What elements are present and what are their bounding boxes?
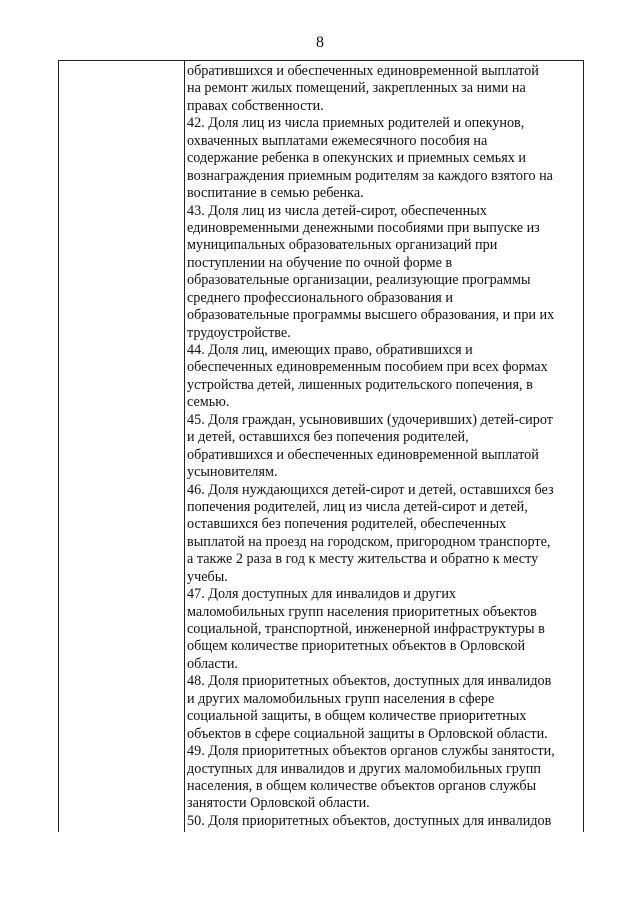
text-line: социальной, транспортной, инженерной инфраструктуры в [187,621,545,637]
text-line: выплатой на проезд на городском, пригородном транспорте, [187,533,551,550]
text-line: и детей, оставшихся без попечения родителей, [187,429,469,446]
text-line: 50. Доля приоритетных объектов, доступных для инвалидов [187,812,552,829]
text-line: образовательные организации, реализующие программы [187,272,531,289]
text-line: и других маломобильных групп населения в сфере [187,690,495,707]
text-line: обеспеченных единовременным пособием при всех формах [187,359,548,376]
text-line: маломобильных групп населения приоритетных объектов [187,603,537,620]
text-line: доступных для инвалидов и других маломобильных групп [187,760,541,777]
text-line: охваченных выплатами ежемесячного пособия на [187,132,488,149]
indicator-table [58,60,584,832]
text-line: обратившихся и обеспеченных единовременной выплатой [187,63,539,79]
text-line: населения, в общем количестве объектов органов службы [187,777,537,794]
text-line: 48. Доля приоритетных объектов, доступных для инвалидов [187,673,552,690]
page-number: 8 [316,34,324,51]
text-line: 44. Доля лиц, имеющих право, обратившихся и [187,342,473,358]
text-line: муниципальных образовательных организаций при [187,237,498,254]
table-left-cell [59,61,184,832]
text-line: социальной защиты, в общем количестве приоритетных [187,708,527,725]
text-line: учебы. [187,568,228,585]
text-line: 43. Доля лиц из числа детей-сирот, обеспеченных [187,202,487,219]
text-line: среднего профессионального образования и [187,289,453,306]
text-line: оставшихся без попечения родителей, обеспеченных [187,516,507,533]
text-line: единовременными денежными пособиями при выпуске из [187,219,540,236]
text-line: правах собственности. [187,97,324,114]
text-line: семью. [187,394,230,411]
text-line: устройства детей, лишенных родительского попечения, в [187,376,533,393]
text-line: трудоустройстве. [187,324,291,341]
text-line: 45. Доля граждан, усыновивших (удочеривших) детей-сирот [187,411,553,428]
text-line: вознаграждения приемным родителям за каждого взятого на [187,167,553,184]
text-line: 49. Доля приоритетных объектов органов службы занятости, [187,743,555,760]
text-line: а также 2 раза в год к месту жительства и обратно к месту [187,551,539,568]
text-line: 46. Доля нуждающихся детей-сирот и детей, оставшихся без [187,481,554,498]
text-line: общем количестве приоритетных объектов в Орловской [187,638,526,655]
text-line: содержание ребенка в опекунских и приемных семьях и [187,150,527,167]
text-line: воспитание в семью ребенка. [187,185,364,202]
text-line: занятости Орловской области. [187,795,370,812]
text-line: образовательные программы высшего образования, и при их [187,307,555,324]
text-line: усыновителям. [187,464,278,481]
indicator-text-cell [187,63,583,830]
text-line: на ремонт жилых помещений, закрепленных за ними на [187,80,526,97]
text-line: попечения родителей, лиц из числа детей-сирот и детей, [187,498,528,515]
text-line: 47. Доля доступных для инвалидов и других [187,586,457,603]
text-line: обратившихся и обеспеченных единовременной выплатой [187,446,539,463]
text-line: объектов в сфере социальной защиты в Орловской области. [187,725,548,742]
text-line: 42. Доля лиц из числа приемных родителей и опекунов, [187,115,525,132]
text-line: поступлении на обучение по очной форме в [187,254,453,271]
column-divider [184,61,185,832]
text-line: области. [187,655,238,672]
